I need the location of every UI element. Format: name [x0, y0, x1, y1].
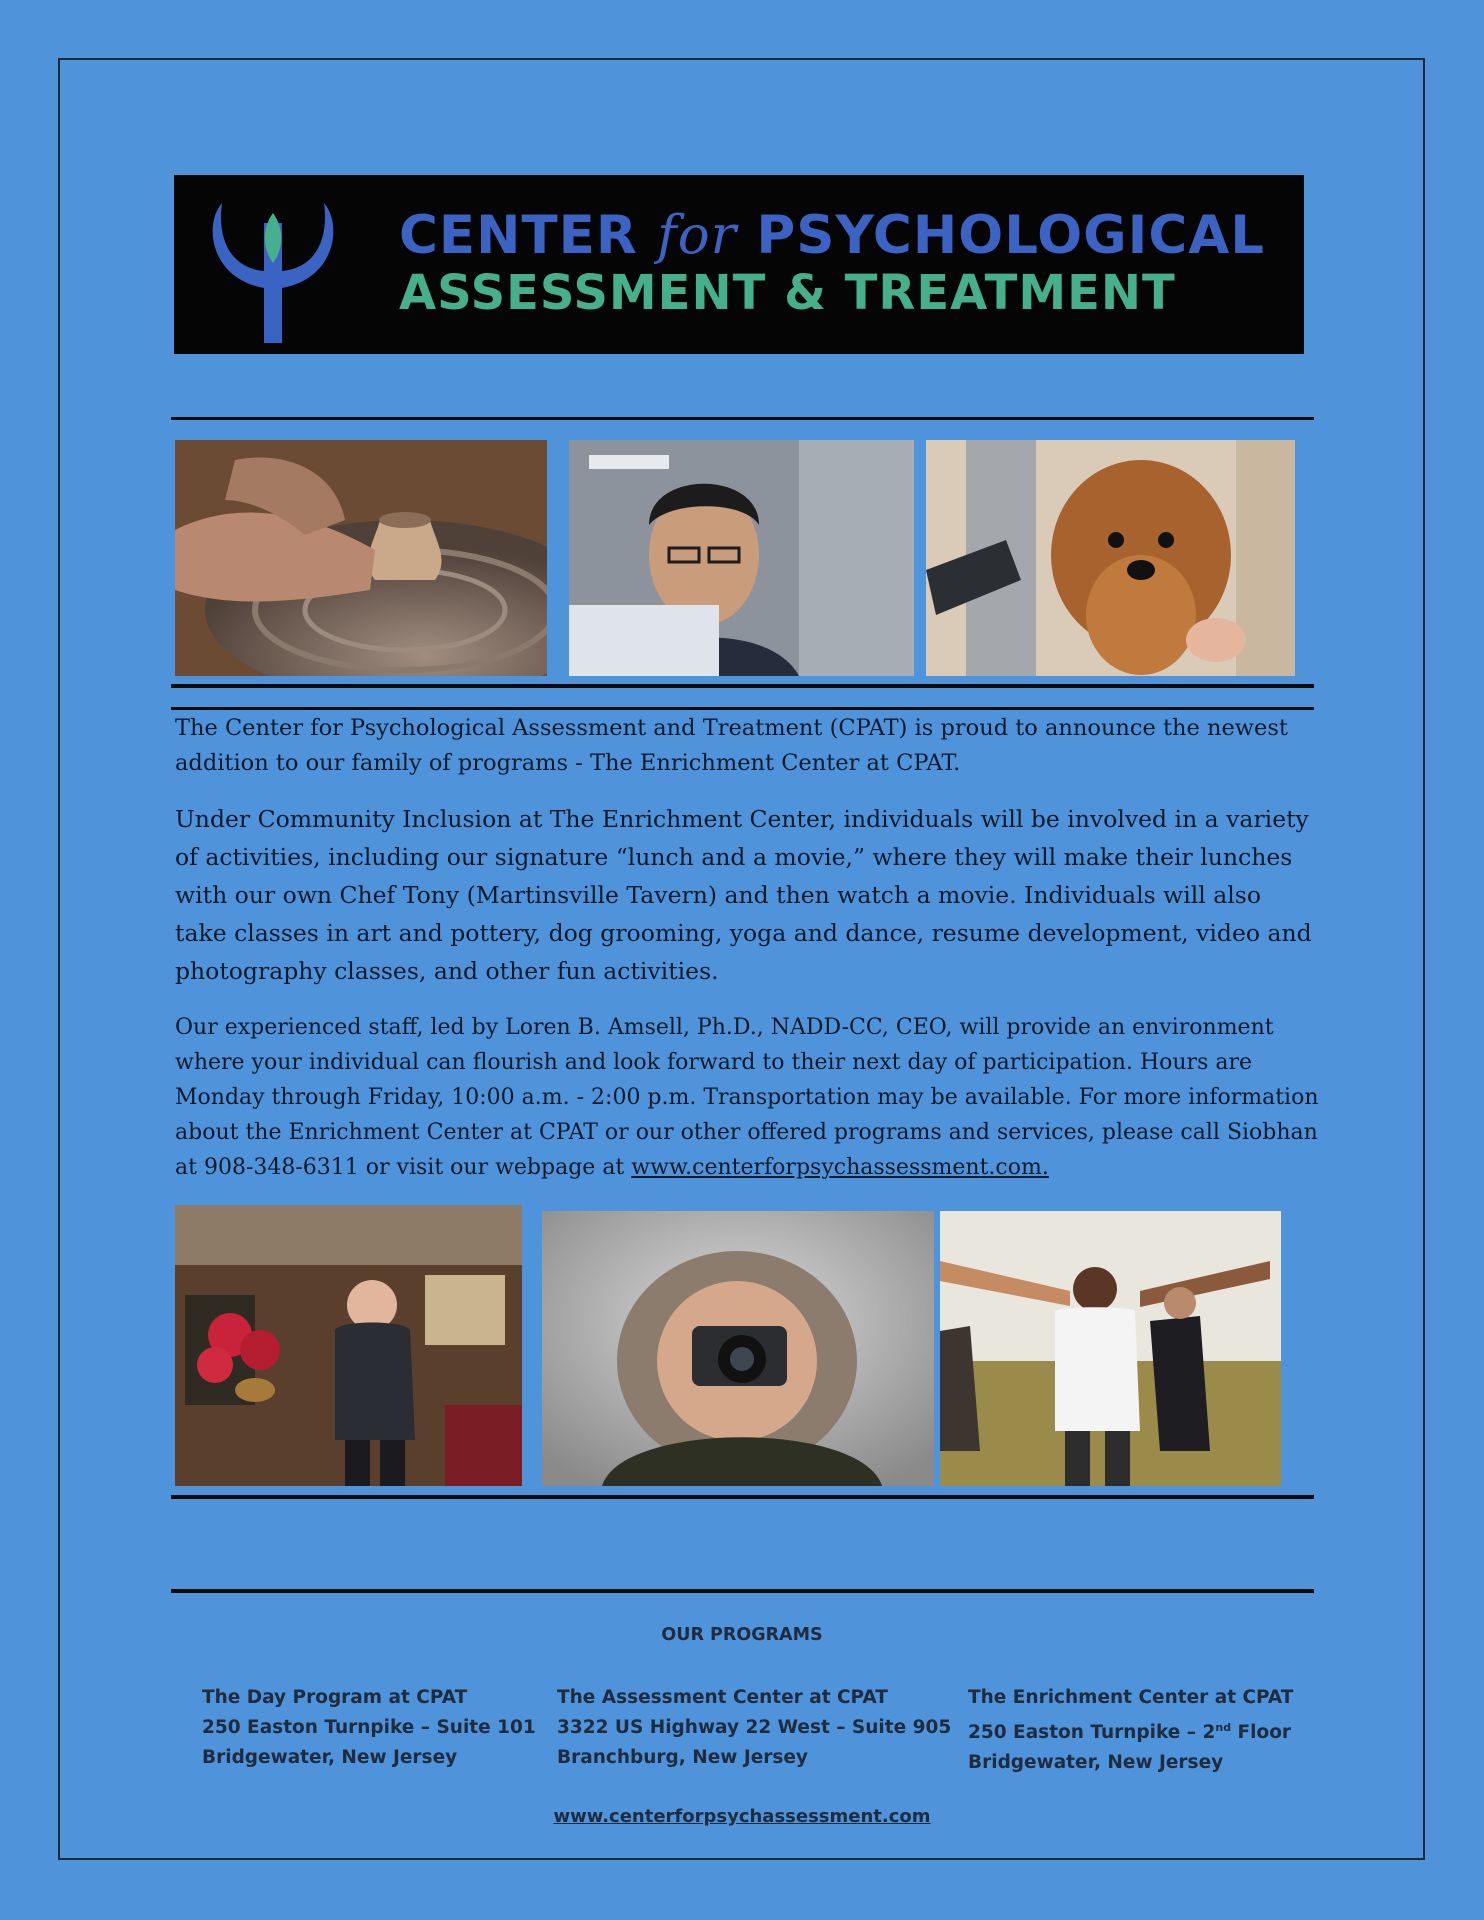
divider: [171, 1589, 1314, 1593]
logo-banner: [174, 175, 1304, 354]
staff-paragraph: [175, 1010, 1325, 1185]
program-address: 250 Easton Turnpike – 2nd Floor: [968, 1721, 1292, 1744]
program-assessment: [557, 1683, 951, 1773]
divider: [171, 707, 1314, 710]
footer-website-link[interactable]: www.centerforpsychassessment.com: [553, 1806, 931, 1827]
program-address: 3322 US Highway 22 West – Suite 905: [557, 1717, 952, 1738]
logo-text-line1: CENTER for PSYCHOLOGICAL: [399, 205, 1266, 266]
computer-user-photo: [569, 440, 914, 676]
intro-paragraph: The Center for Psychological Assessment and Treatment (CPAT) is proud to announce the newest addition to our family of programs - The Enrichment Center at CPAT.: [175, 715, 1288, 776]
website-link[interactable]: www.centerforpsychassessment.com.: [631, 1155, 1049, 1180]
program-name: The Assessment Center at CPAT: [557, 1687, 888, 1708]
divider: [171, 684, 1314, 688]
program-city: Branchburg, New Jersey: [557, 1747, 808, 1768]
program-name: The Day Program at CPAT: [202, 1687, 468, 1708]
divider: [171, 417, 1314, 420]
programs-heading: OUR PROGRAMS: [661, 1625, 823, 1645]
program-city: Bridgewater, New Jersey: [968, 1752, 1224, 1774]
psi-logo-icon: [204, 183, 344, 348]
chef-photo: [175, 1205, 522, 1486]
divider: [171, 1495, 1314, 1499]
program-address: 250 Easton Turnpike – Suite 101: [202, 1717, 536, 1738]
program-city: Bridgewater, New Jersey: [202, 1747, 458, 1768]
dog-grooming-photo: [926, 440, 1295, 676]
logo-text-line2: ASSESSMENT & TREATMENT: [399, 265, 1176, 321]
pottery-photo: [175, 440, 547, 676]
staff-text: Our experienced staff, led by Loren B. Amsell, Ph.D., NADD-CC, CEO, will provide an environment where your individual can flourish and look forward to their next day of participation. Hours are Monday through Friday, 10:00 a.m. - 2:00 p.m. Transportation may be available. For more information about the Enrichment Center at CPAT or our other offered programs and services, please call Siobhan at 908-348-6311 or visit our webpage at: [175, 1015, 1319, 1180]
photographer-photo: [542, 1211, 934, 1486]
community-inclusion-paragraph: Under Community Inclusion at The Enrichment Center, individuals will be involved in a variety of activities, including our signature “lunch and a movie,” where they will make their lunches with our own Chef Tony (Martinsville Tavern) and then watch a movie. Individuals will also take classes in art and pottery, dog grooming, yoga and dance, resume development, video and photography classes, and other fun activities.: [175, 805, 1312, 985]
yoga-photo: [940, 1211, 1281, 1486]
program-day: [202, 1683, 536, 1773]
program-name: The Enrichment Center at CPAT: [968, 1687, 1294, 1708]
program-enrichment: [968, 1683, 1293, 1778]
